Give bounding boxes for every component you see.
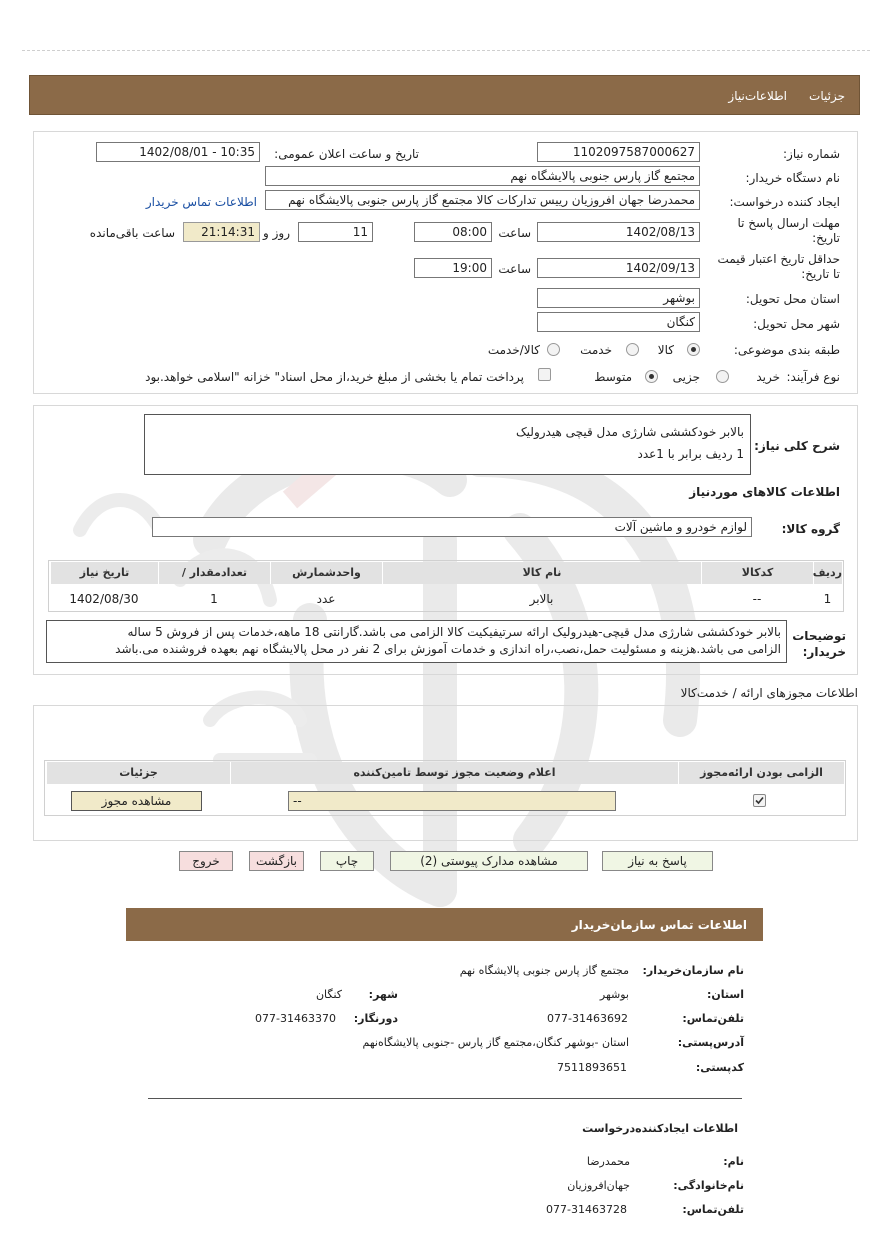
buyer-contact-header	[126, 908, 763, 941]
price-time-label: ساعت	[498, 262, 531, 276]
creator-phone-label: تلفن‌تماس:	[682, 1203, 744, 1216]
buyer-contact-title: اطلاعات تماس سازمان‌خریدار	[571, 918, 747, 932]
process-medium-label: متوسط	[594, 370, 632, 384]
general-description-box	[144, 414, 751, 475]
col-name: نام کالا	[382, 562, 701, 584]
process-partial-radio[interactable]	[716, 370, 729, 383]
goods-table-header	[47, 561, 843, 585]
view-permit-button[interactable]: مشاهده مجوز	[71, 791, 202, 811]
contact-province-value: بوشهر	[599, 988, 629, 1001]
cell-row: 1	[823, 592, 832, 606]
general-description-label: شرح کلی نیاز:	[754, 439, 840, 453]
goods-group-label: گروه کالا:	[781, 522, 840, 536]
view-attachments-button[interactable]: مشاهده مدارک پیوستی (2)	[390, 851, 588, 871]
contact-address-label: آدرس‌پستی:	[677, 1036, 744, 1049]
cell-need-date: 1402/08/30	[69, 592, 139, 606]
cell-code: --	[752, 592, 762, 606]
col-permit-status: اعلام وضعیت مجوز توسط تامین‌کننده	[230, 762, 678, 784]
back-button[interactable]: بازگشت	[249, 851, 304, 871]
category-service-label: خدمت	[580, 343, 612, 357]
creator-family-label: نام‌خانوادگی:	[673, 1179, 744, 1192]
days-label: روز و	[263, 226, 290, 240]
top-divider	[22, 50, 870, 51]
reply-to-need-button[interactable]: پاسخ به نیاز	[602, 851, 713, 871]
delivery-province-field: بوشهر	[537, 288, 700, 308]
goods-group-field: لوازم خودرو و ماشین آلات	[152, 517, 752, 537]
exit-button[interactable]: خروج	[179, 851, 233, 871]
contact-org-label: نام سازمان‌خریدار:	[642, 964, 744, 977]
need-number-label: شماره نیاز:	[783, 147, 840, 161]
col-need-date: تاریخ نیاز	[50, 562, 158, 584]
reply-time-label: ساعت	[498, 226, 531, 240]
process-type-label: نوع فرآیند:	[786, 370, 840, 384]
contact-postal-label: کدپستی:	[695, 1061, 744, 1074]
time-remaining-label: ساعت باقی‌مانده	[89, 226, 175, 240]
category-goods-service-radio[interactable]	[547, 343, 560, 356]
check-icon	[754, 795, 765, 806]
col-unit: واحدشمارش	[270, 562, 382, 584]
process-buy-label: خرید	[756, 370, 780, 384]
col-permit-required: الزامی بودن ارائه‌مجوز	[678, 762, 844, 784]
delivery-city-label: شهر محل تحویل:	[753, 317, 840, 331]
permits-heading: اطلاعات مجوزهای ارائه / خدمت‌کالا	[680, 686, 858, 700]
buyer-org-label: نام دستگاه خریدار:	[745, 171, 840, 185]
cell-name: بالابر	[529, 592, 554, 606]
contact-phone-label: تلفن‌تماس:	[682, 1012, 744, 1025]
page-header	[29, 75, 860, 115]
goods-info-heading: اطلاعات کالاهای موردنیاز	[689, 485, 840, 499]
treasury-payment-note: پرداخت تمام یا بخشی از مبلغ خرید،از محل اسناد" خزانه "اسلامی خواهد.بود	[145, 370, 524, 384]
print-button[interactable]: چاپ	[320, 851, 374, 871]
contact-fax-value: 077-31463370	[255, 1012, 336, 1025]
buyer-notes-line1: بالابر خودکششی شارژی مدل قیچی-هیدرولیک ارائه سرتیفیکیت کالا الزامی می باشد.گارانتی 18 ماهه،خدمات پس از فروش 5 ساله	[127, 625, 781, 639]
category-goods-service-label: کالا/خدمت	[487, 343, 540, 357]
creator-phone-value: 077-31463728	[546, 1203, 627, 1216]
announce-date-field: 1402/08/01 - 10:35	[96, 142, 260, 162]
contact-phone-value: 077-31463692	[547, 1012, 628, 1025]
time-remaining-field: 21:14:31	[183, 222, 260, 242]
announce-date-label: تاریخ و ساعت اعلان عمومی:	[274, 147, 419, 161]
buyer-org-field: مجتمع گاز پارس جنوبی پالایشگاه نهم	[265, 166, 700, 186]
price-validity-time-field: 19:00	[414, 258, 492, 278]
col-qty: تعدادمقدار /	[158, 562, 270, 584]
category-goods-label: کالا	[657, 343, 674, 357]
col-code: کدکالا	[701, 562, 813, 584]
creator-name-label: نام:	[723, 1155, 744, 1168]
category-service-radio[interactable]	[626, 343, 639, 356]
cell-qty: 1	[210, 592, 218, 606]
tab-need-info[interactable]: اطلاعات‌نیاز	[728, 89, 787, 103]
buyer-contact-link[interactable]: اطلاعات تماس خریدار	[145, 195, 257, 209]
contact-province-label: استان:	[707, 988, 744, 1001]
reply-date-field: 1402/08/13	[537, 222, 700, 242]
process-partial-label: جزیی	[672, 370, 700, 384]
reply-deadline-label: مهلت ارسال پاسخ تا تاریخ:	[737, 216, 840, 245]
creator-info-heading: اطلاعات ایجادکننده‌درخواست	[582, 1122, 738, 1135]
creator-family-value: جهان‌افروزیان	[567, 1179, 630, 1192]
contact-org-value: مجتمع گاز پارس جنوبی پالایشگاه نهم	[459, 964, 629, 977]
contact-address-value: استان -بوشهر کنگان،مجتمع گاز پارس -جنوبی پالایشگاه‌نهم	[362, 1036, 629, 1049]
contact-divider	[148, 1098, 742, 1099]
creator-label: ایجاد کننده درخواست:	[729, 195, 840, 209]
buyer-notes-box	[46, 620, 787, 663]
goods-table	[48, 560, 844, 612]
price-validity-label: حداقل تاریخ اعتبار قیمت تا تاریخ:	[717, 252, 840, 281]
category-label: طبقه بندی موضوعی:	[733, 343, 840, 357]
buyer-notes-label: توضیحات خریدار:	[792, 629, 846, 659]
price-validity-date-field: 1402/09/13	[537, 258, 700, 278]
contact-postal-value: 7511893651	[557, 1061, 627, 1074]
buyer-notes-line2: الزامی می باشد.هزینه و مسئولیت حمل،نصب،راه اندازی و خدمات آموزش برای 2 نفر در محل پالایشگاه نهم بعهده فروشنده می.باشد	[115, 642, 781, 656]
creator-name-value: محمدرضا	[586, 1155, 630, 1168]
col-row: ردیف	[813, 562, 842, 584]
category-goods-radio[interactable]	[687, 343, 700, 356]
col-permit-details: جزئیات	[46, 762, 230, 784]
days-remaining-field: 11	[298, 222, 373, 242]
treasury-payment-checkbox[interactable]	[538, 368, 551, 381]
permit-required-checkbox	[753, 794, 766, 807]
permits-table-header	[45, 761, 845, 787]
general-description-line1: بالابر خودکششی شارژی مدل قیچی هیدرولیک	[515, 425, 744, 439]
permit-status-field: --	[288, 791, 616, 811]
contact-city-label: شهر:	[368, 988, 398, 1001]
tab-details[interactable]: جزئیات	[809, 89, 845, 103]
contact-fax-label: دورنگار:	[353, 1012, 398, 1025]
table-row	[47, 588, 843, 610]
reply-time-field: 08:00	[414, 222, 492, 242]
need-number-field: 1102097587000627	[537, 142, 700, 162]
contact-city-value: کنگان	[315, 988, 342, 1001]
delivery-city-field: کنگان	[537, 312, 700, 332]
process-medium-radio[interactable]	[645, 370, 658, 383]
general-description-line2: 1 ردیف برابر با 1عدد	[637, 447, 744, 461]
cell-unit: عدد	[316, 592, 336, 606]
creator-field: محمدرضا جهان افروزیان رییس تدارکات کالا مجتمع گاز پارس جنوبی پالایشگاه نهم	[265, 190, 700, 210]
delivery-province-label: استان محل تحویل:	[745, 292, 840, 306]
